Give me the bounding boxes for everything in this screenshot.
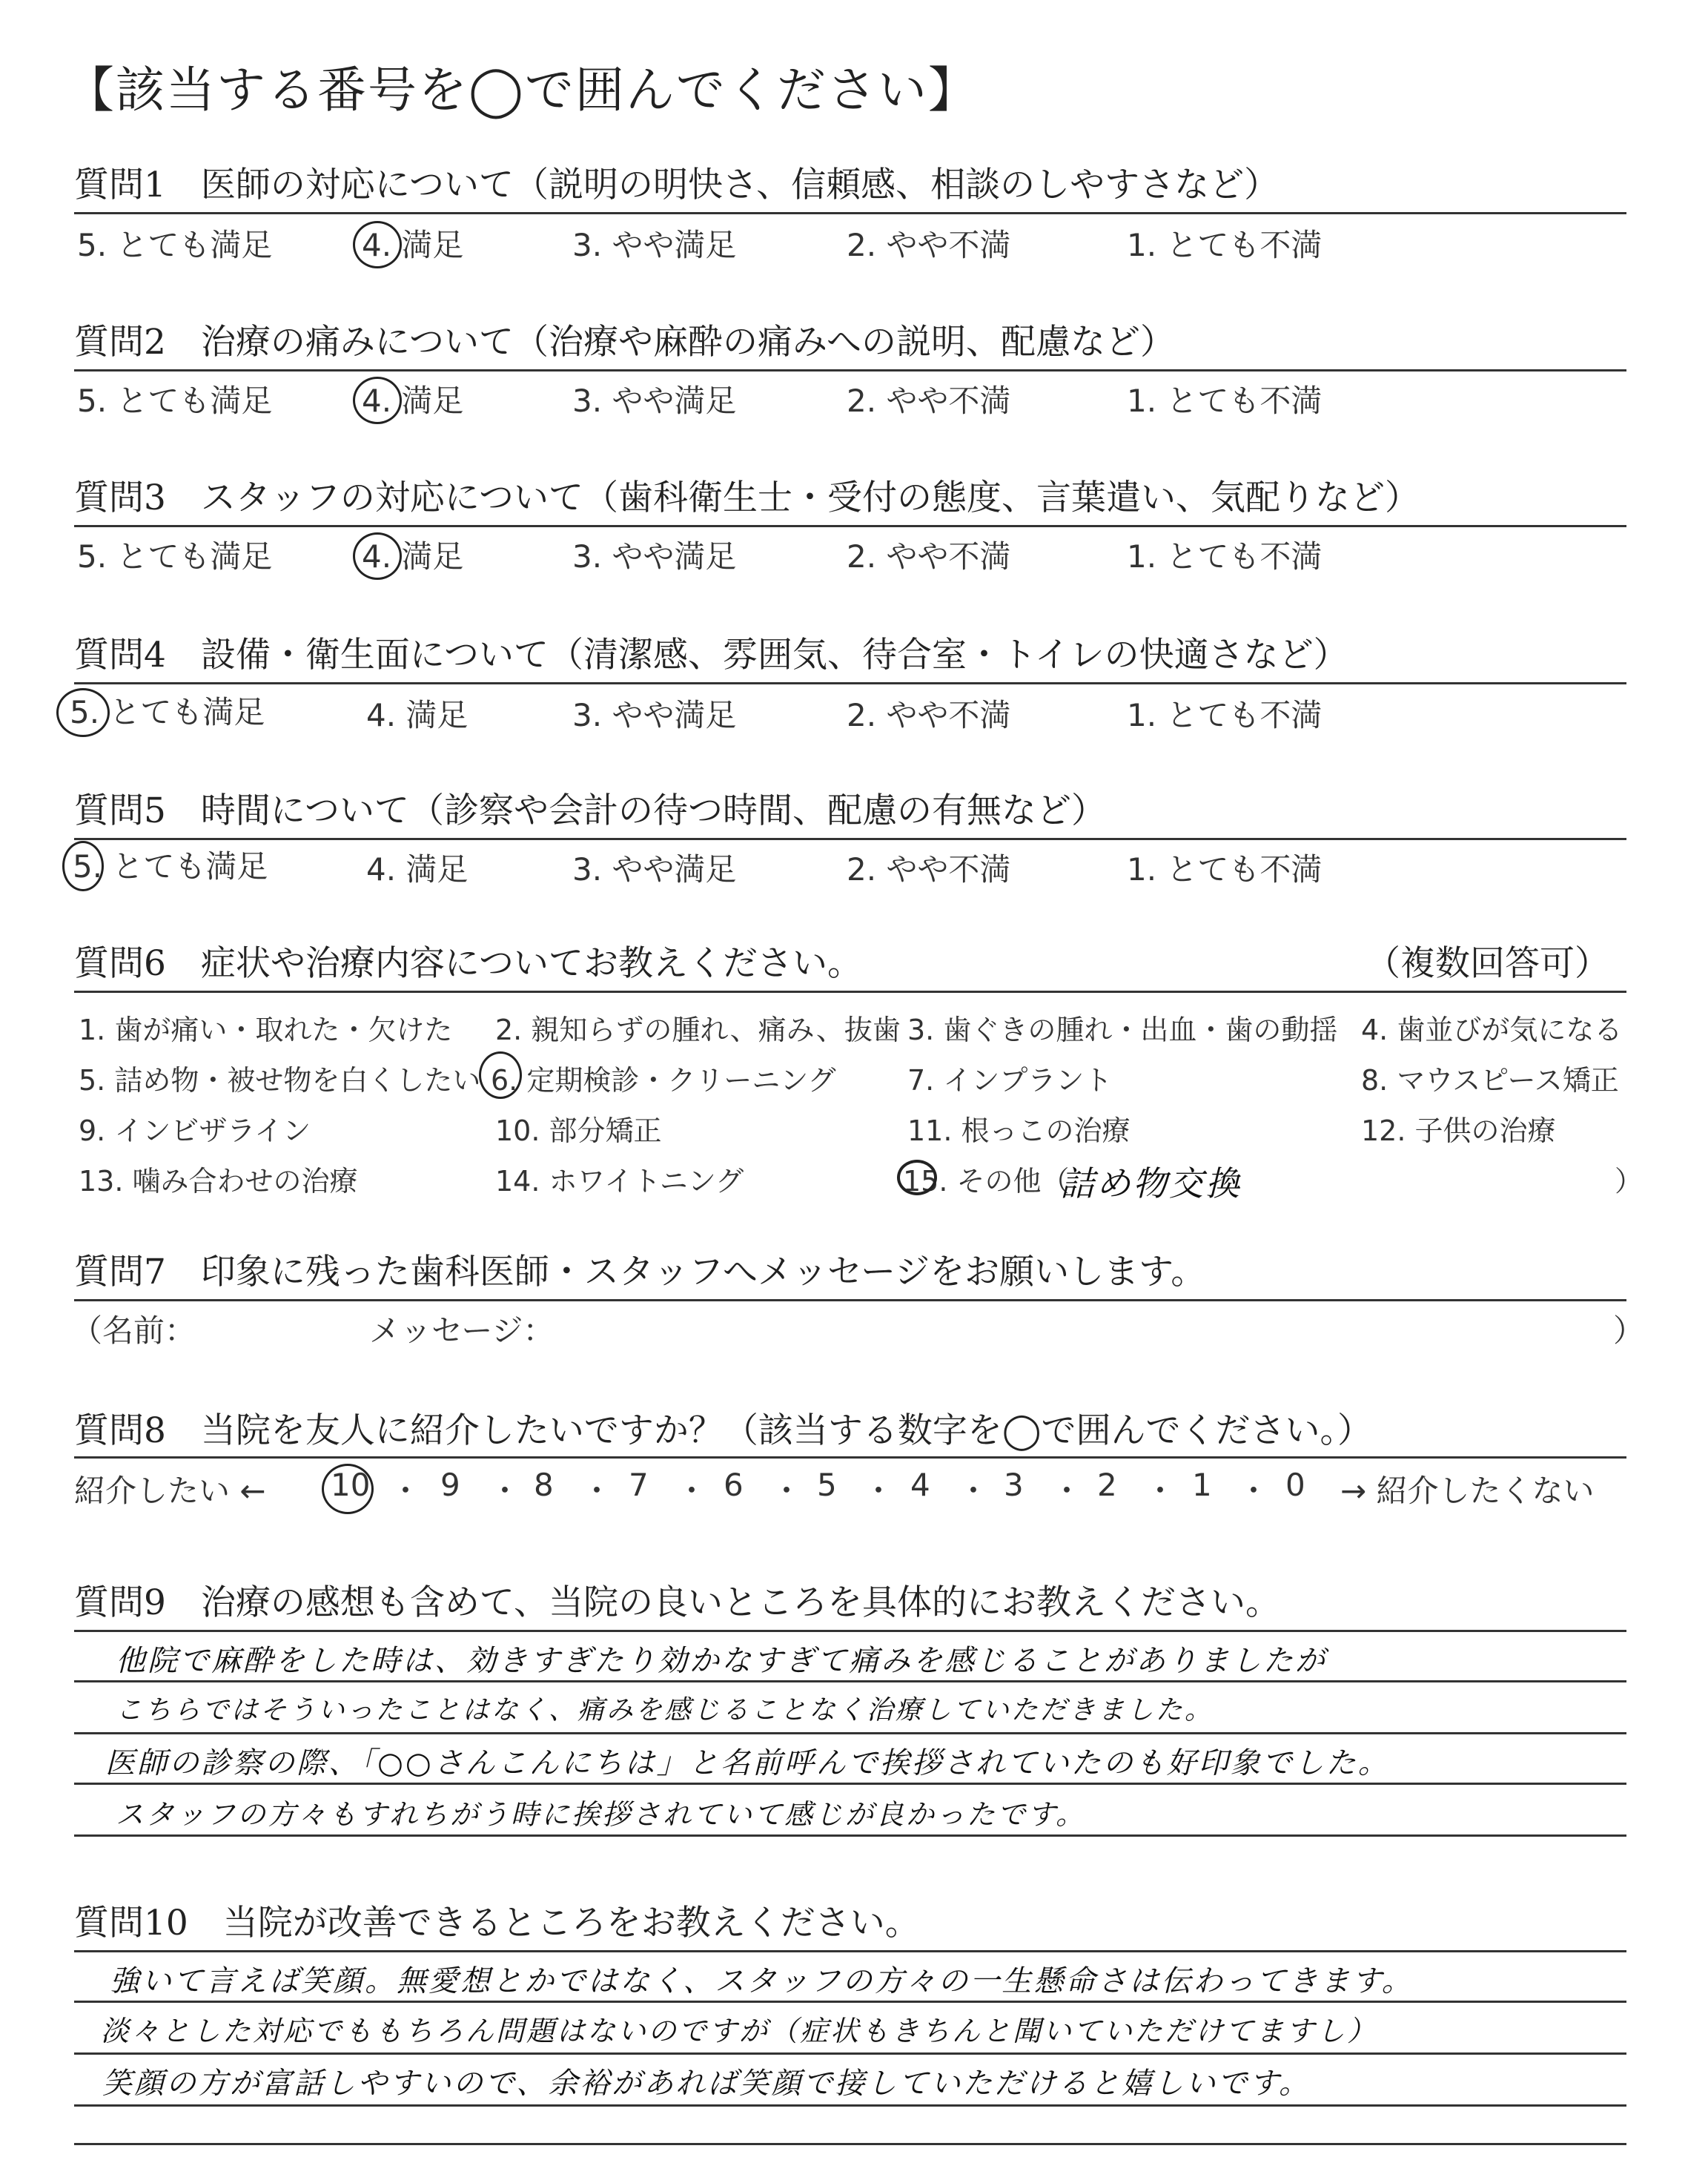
- q1-option-2[interactable]: 2. やや不満: [847, 227, 1011, 263]
- q6-selected-circle-15: [897, 1160, 937, 1195]
- q1-option-5[interactable]: 5. とても満足: [77, 227, 273, 263]
- q5-option-2[interactable]: 2. やや不満: [847, 851, 1011, 888]
- q9-answer-line: 他院で麻酔をした時は、効きすぎたり効かなすぎて痛みを感じることがありましたが: [116, 1644, 1327, 1678]
- q6-other-close: ）: [1615, 1165, 1644, 1198]
- q6-note: （複数回答可）: [1366, 943, 1609, 984]
- q10-line-rule: [74, 2104, 1626, 2107]
- q9-line-rule: [74, 1783, 1626, 1785]
- q6-option-15[interactable]: 15. その他（: [903, 1165, 1070, 1198]
- q9-title: 質問9 治療の感想も含めて、当院の良いところを具体的にお教えください。: [74, 1582, 1280, 1623]
- q6-option-8[interactable]: 8. マウスピース矯正: [1361, 1064, 1619, 1097]
- q8-scale-8[interactable]: 8: [534, 1467, 554, 1503]
- q2-rule: [74, 369, 1626, 371]
- q8-scale-dot: ・: [1238, 1473, 1270, 1509]
- q8-scale-9[interactable]: 9: [440, 1467, 460, 1503]
- q6-option-5[interactable]: 5. 詰め物・被せ物を白くしたい: [79, 1064, 481, 1097]
- q5-rule: [74, 838, 1626, 840]
- q9-line-rule: [74, 1732, 1626, 1734]
- q1-selected-circle: [353, 221, 402, 268]
- q8-scale-1[interactable]: 1: [1192, 1467, 1212, 1503]
- q5-option-3[interactable]: 3. やや満足: [572, 851, 737, 888]
- q3-option-2[interactable]: 2. やや不満: [847, 538, 1011, 575]
- q9-rule: [74, 1630, 1626, 1632]
- q2-option-3[interactable]: 3. やや満足: [572, 383, 737, 419]
- q1-title: 質問1 医師の対応について（説明の明快さ、信頼感、相談のしやすさなど）: [74, 165, 1280, 205]
- q6-option-4[interactable]: 4. 歯並びが気になる: [1361, 1014, 1623, 1046]
- q1-option-4[interactable]: 4. 満足: [362, 227, 464, 263]
- q4-rule: [74, 682, 1626, 684]
- q8-scale-dot: ・: [581, 1473, 613, 1509]
- q5-option-4[interactable]: 4. 満足: [366, 851, 469, 888]
- q6-option-12[interactable]: 12. 子供の治療: [1361, 1114, 1556, 1147]
- q10-rule: [74, 1950, 1626, 1952]
- q7-title: 質問7 印象に残った歯科医師・スタッフへメッセージをお願いします。: [74, 1252, 1206, 1292]
- page-title: 【該当する番号を◯で囲んでください】: [65, 62, 979, 119]
- q4-option-4[interactable]: 4. 満足: [366, 697, 469, 733]
- q8-scale-6[interactable]: 6: [724, 1467, 744, 1503]
- q5-title: 質問5 時間について（診察や会計の待つ時間、配慮の有無など）: [74, 790, 1106, 831]
- q3-title: 質問3 スタッフの対応について（歯科衛生士・受付の態度、言葉遣い、気配りなど）: [74, 478, 1420, 518]
- q2-selected-circle: [353, 377, 402, 424]
- q9-answer-line: スタッフの方々もすれちがう時に挨拶されていて感じが良かったです。: [116, 1798, 1086, 1831]
- q7-message-label: メッセージ：: [369, 1312, 555, 1349]
- q6-option-3[interactable]: 3. 歯ぐきの腫れ・出血・歯の動揺: [907, 1014, 1338, 1046]
- q7-rule: [74, 1299, 1626, 1301]
- q4-title: 質問4 設備・衛生面について（清潔感、雰囲気、待合室・トイレの快適さなど）: [74, 635, 1348, 676]
- q8-selected-circle: [322, 1464, 374, 1514]
- q5-selected-circle: [62, 841, 104, 891]
- q1-option-1[interactable]: 1. とても不満: [1127, 227, 1323, 263]
- q9-answer-line: 医師の診察の際、「○○さんこんにちは」と名前呼んで挨拶されていたのも好印象でした。: [105, 1746, 1390, 1780]
- q10-title: 質問10 当院が改善できるところをお教えください。: [74, 1903, 920, 1943]
- q3-option-1[interactable]: 1. とても不満: [1127, 538, 1323, 575]
- q5-option-5[interactable]: 5. とても満足: [73, 848, 268, 885]
- q10-line-rule: [74, 2143, 1626, 2145]
- q8-scale-dot: ・: [390, 1473, 422, 1509]
- q8-title: 質問8 当院を友人に紹介したいですか？（該当する数字を◯で囲んでください。）: [74, 1410, 1373, 1451]
- q6-rule: [74, 991, 1626, 993]
- q8-scale-0[interactable]: 0: [1285, 1467, 1305, 1503]
- q10-answer-line: 淡々とした対応でももちろん問題はないのですが（症状もきちんと聞いていただけてますし）: [101, 2015, 1378, 2047]
- q6-option-11[interactable]: 11. 根っこの治療: [907, 1114, 1131, 1147]
- q2-option-2[interactable]: 2. やや不満: [847, 383, 1011, 419]
- q2-option-1[interactable]: 1. とても不満: [1127, 383, 1323, 419]
- q8-rule: [74, 1456, 1626, 1459]
- q7-close: ）: [1613, 1312, 1645, 1349]
- q6-option-1[interactable]: 1. 歯が痛い・取れた・欠けた: [79, 1014, 453, 1046]
- q8-scale-4[interactable]: 4: [910, 1467, 930, 1503]
- q6-title: 質問6 症状や治療内容についてお教えください。: [74, 943, 862, 984]
- q2-option-4[interactable]: 4. 満足: [362, 383, 464, 419]
- q8-scale-3[interactable]: 3: [1004, 1467, 1024, 1503]
- q5-option-1[interactable]: 1. とても不満: [1127, 851, 1323, 888]
- q8-scale-dot: ・: [771, 1473, 803, 1509]
- q9-line-rule: [74, 1680, 1626, 1682]
- q10-answer-line: 笑顔の方が富話しやすいので、余裕があれば笑顔で接していただけると嬉しいです。: [102, 2067, 1311, 2101]
- q6-option-10[interactable]: 10. 部分矯正: [495, 1114, 662, 1147]
- q9-line-rule: [74, 1834, 1626, 1837]
- q1-rule: [74, 212, 1626, 214]
- q6-option-6[interactable]: 6. 定期検診・クリーニング: [491, 1064, 836, 1097]
- q8-scale-dot: ・: [958, 1473, 990, 1509]
- q6-option-13[interactable]: 13. 噛み合わせの治療: [79, 1165, 358, 1198]
- q10-line-rule: [74, 2052, 1626, 2055]
- q3-option-3[interactable]: 3. やや満足: [572, 538, 737, 575]
- q3-selected-circle: [353, 532, 402, 580]
- q6-option-2[interactable]: 2. 親知らずの腫れ、痛み、抜歯: [495, 1014, 901, 1046]
- q4-option-1[interactable]: 1. とても不満: [1127, 697, 1323, 733]
- q8-scale-10[interactable]: 10: [331, 1467, 371, 1503]
- q10-answer-line: 強いて言えば笑顔。無愛想とかではなく、スタッフの方々の一生懸命さは伝わってきます。: [110, 1964, 1414, 1998]
- q8-scale-5[interactable]: 5: [817, 1467, 837, 1503]
- q2-option-5[interactable]: 5. とても満足: [77, 383, 273, 419]
- q4-selected-circle: [56, 688, 110, 737]
- q4-option-3[interactable]: 3. やや満足: [572, 697, 737, 733]
- q7-name-label: （名前：: [71, 1312, 196, 1349]
- q6-other-handwritten: 詰め物交換: [1060, 1163, 1242, 1203]
- q9-answer-line: こちらではそういったことはなく、痛みを感じることなく治療していただきました。: [116, 1695, 1214, 1725]
- q8-scale-dot: ・: [676, 1473, 708, 1509]
- q6-option-14[interactable]: 14. ホワイトニング: [495, 1165, 744, 1198]
- q8-scale-dot: ・: [489, 1473, 521, 1509]
- q8-left-label: 紹介したい ←: [74, 1473, 266, 1509]
- q3-option-4[interactable]: 4. 満足: [362, 538, 464, 575]
- q3-rule: [74, 525, 1626, 527]
- q2-title: 質問2 治療の痛みについて（治療や麻酔の痛みへの説明、配慮など）: [74, 322, 1176, 363]
- q10-line-rule: [74, 2001, 1626, 2003]
- q8-scale-2[interactable]: 2: [1097, 1467, 1117, 1503]
- q1-option-3[interactable]: 3. やや満足: [572, 227, 737, 263]
- q8-scale-dot: ・: [1145, 1473, 1176, 1509]
- q8-right-label: → 紹介したくない: [1340, 1473, 1595, 1509]
- q4-option-5[interactable]: 5. とても満足: [70, 694, 265, 730]
- q8-scale-7[interactable]: 7: [629, 1467, 649, 1503]
- q8-scale-dot: ・: [1051, 1473, 1083, 1509]
- q3-option-5[interactable]: 5. とても満足: [77, 538, 273, 575]
- q6-option-9[interactable]: 9. インビザライン: [79, 1114, 311, 1147]
- q8-scale-dot: ・: [863, 1473, 895, 1509]
- q6-selected-circle-6: [479, 1051, 522, 1099]
- q4-option-2[interactable]: 2. やや不満: [847, 697, 1011, 733]
- q6-option-7[interactable]: 7. インプラント: [907, 1064, 1113, 1097]
